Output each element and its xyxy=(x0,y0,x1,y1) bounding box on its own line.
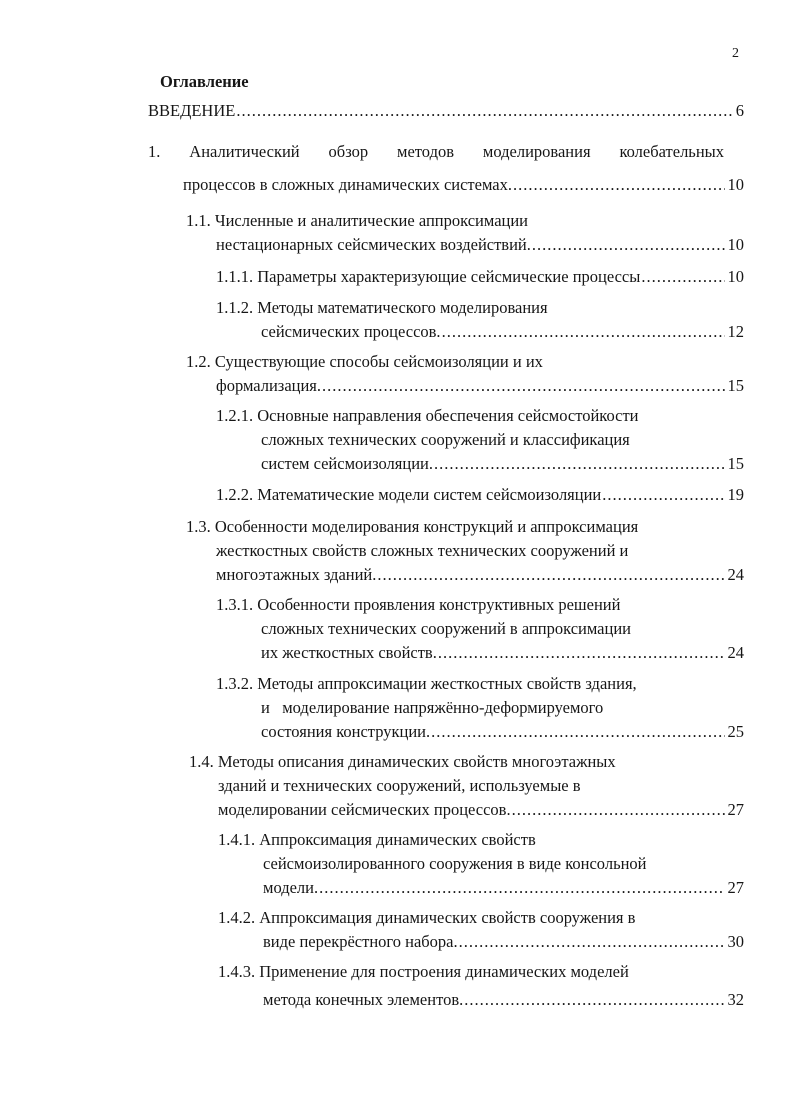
toc-entry-1-2-cont[interactable] xyxy=(216,375,744,397)
dot-leader xyxy=(512,799,725,821)
toc-page-number: 27 xyxy=(727,878,744,897)
toc-entry-1-3-cont2[interactable] xyxy=(216,564,744,586)
toc-entry-1-1[interactable] xyxy=(186,210,528,232)
toc-entry-title: 1.3.2. Методы аппроксимации жесткостных свойств здания, xyxy=(216,674,637,693)
dot-leader xyxy=(322,375,724,397)
toc-entry-title: 1.4.3. Применение для построения динамических моделей xyxy=(218,962,629,981)
dot-leader xyxy=(532,234,725,256)
toc-page-number: 10 xyxy=(727,235,744,254)
toc-page-number: 10 xyxy=(727,175,744,194)
dot-leader xyxy=(438,642,725,664)
toc-entry-title: 1.2.1. Основные направления обеспечения сейсмостойкости xyxy=(216,406,639,425)
toc-entry-title: метода конечных элементов. xyxy=(263,990,464,1009)
dot-leader xyxy=(464,989,724,1011)
toc-entry-1-4-3[interactable] xyxy=(218,961,629,983)
toc-entry-title: ВВЕДЕНИЕ xyxy=(148,101,236,120)
toc-entry-1-4-cont[interactable] xyxy=(218,775,581,797)
page-number: 2 xyxy=(732,46,739,61)
toc-entry-title: 1.1.1. Параметры характеризующие сейсмические процессы xyxy=(216,267,641,286)
toc-entry-title: формализация. xyxy=(216,376,322,395)
dot-leader xyxy=(641,266,724,288)
toc-page-number: 10 xyxy=(727,267,744,286)
toc-entry-title: их жесткостных свойств. xyxy=(261,643,437,662)
toc-entry-1-3-1-cont2[interactable] xyxy=(261,642,744,664)
toc-entry-title: 1.2.2. Математические модели систем сейсмоизоляции xyxy=(216,485,602,504)
toc-entry-title: сложных технических сооружений и классификация xyxy=(261,430,630,449)
toc-entry-title: 1. Аналитический обзор методов моделирования колебательных xyxy=(148,142,724,161)
toc-entry-1-3-cont[interactable] xyxy=(216,540,628,562)
toc-entry-1-4-1-cont[interactable] xyxy=(263,853,647,875)
toc-entry-1-1-cont[interactable] xyxy=(216,234,744,256)
toc-entry-title: сложных технических сооружений в аппроксимации xyxy=(261,619,631,638)
toc-entry-1-4-1-cont2[interactable] xyxy=(263,877,744,899)
toc-page-number: 15 xyxy=(727,376,744,395)
toc-entry-title: модели. xyxy=(263,878,319,897)
toc-heading: Оглавление xyxy=(160,72,249,91)
toc-entry-title: зданий и технических сооружений, используемые в xyxy=(218,776,581,795)
toc-entry-title: сейсмоизолированного сооружения в виде консольной xyxy=(263,854,647,873)
toc-page-number: 32 xyxy=(727,990,744,1009)
toc-page-number: 15 xyxy=(727,454,744,473)
toc-entry-title: сейсмических процессов. xyxy=(261,322,441,341)
toc-entry-1-4-3-cont[interactable] xyxy=(263,989,744,1011)
toc-entry-title: виде перекрёстного набора. xyxy=(263,932,458,951)
toc-entry-1-2-1[interactable] xyxy=(216,405,639,427)
toc-page-number: 6 xyxy=(735,101,744,120)
toc-entry-title: 1.2. Существующие способы сейсмоизоляции и их xyxy=(186,352,543,371)
toc-entry-chapter-1[interactable] xyxy=(148,141,724,163)
toc-page-number: 30 xyxy=(727,932,744,951)
toc-entry-1-3-1[interactable] xyxy=(216,594,620,616)
toc-entry-1-3-1-cont[interactable] xyxy=(261,618,631,640)
toc-entry-1-1-2-cont[interactable] xyxy=(261,321,744,343)
toc-entry-1-1-2[interactable] xyxy=(216,297,548,319)
toc-entry-1-4-2-cont[interactable] xyxy=(263,931,744,953)
toc-entry-1-2-1-cont[interactable] xyxy=(261,429,630,451)
toc-entry-title: 1.4.1. Аппроксимация динамических свойств xyxy=(218,830,536,849)
toc-page-number: 24 xyxy=(727,565,744,584)
dot-leader xyxy=(236,100,732,122)
dot-leader xyxy=(602,484,724,506)
toc-entry-title: систем сейсмоизоляции. xyxy=(261,454,433,473)
toc-page-number: 24 xyxy=(727,643,744,662)
dot-leader xyxy=(434,453,725,475)
toc-entry-title: многоэтажных зданий. xyxy=(216,565,377,584)
toc-entry-1-2-2[interactable] xyxy=(216,484,744,506)
dot-leader xyxy=(442,321,725,343)
toc-entry-title: состояния конструкции. xyxy=(261,722,431,741)
dot-leader xyxy=(513,174,725,196)
toc-entry-title: 1.1. Численные и аналитические аппроксимации xyxy=(186,211,529,230)
dot-leader xyxy=(319,877,724,899)
toc-page-number: 19 xyxy=(727,485,744,504)
toc-entry-title: процессов в сложных динамических системах. xyxy=(183,175,512,194)
toc-entry-1-2-1-cont2[interactable] xyxy=(261,453,744,475)
toc-page-number: 25 xyxy=(727,722,744,741)
toc-entry-1-1-1[interactable] xyxy=(216,266,744,288)
toc-entry-1-3-2-cont2[interactable] xyxy=(261,721,744,743)
toc-entry-title: моделировании сейсмических процессов. xyxy=(218,800,511,819)
dot-leader xyxy=(459,931,725,953)
toc-entry-title: 1.4.2. Аппроксимация динамических свойств сооружения в xyxy=(218,908,636,927)
toc-entry-title: и моделирование напряжённо-деформируемого xyxy=(261,698,604,717)
toc-entry-1-3[interactable] xyxy=(186,516,638,538)
dot-leader xyxy=(431,721,724,743)
toc-entry-1-4-2[interactable] xyxy=(218,907,635,929)
toc-entry-1-4-1[interactable] xyxy=(218,829,536,851)
toc-entry-1-2[interactable] xyxy=(186,351,543,373)
toc-entry-title: 1.4. Методы описания динамических свойств многоэтажных xyxy=(189,752,616,771)
toc-entry-title: 1.1.2. Методы математического моделирования xyxy=(216,298,548,317)
toc-entry-title: 1.3.1. Особенности проявления конструктивных решений xyxy=(216,595,621,614)
toc-entry-title: 1.3. Особенности моделирования конструкций и аппроксимация xyxy=(186,517,639,536)
toc-page-number: 12 xyxy=(727,322,744,341)
toc-entry-1-3-2[interactable] xyxy=(216,673,637,695)
toc-entry-intro[interactable] xyxy=(148,100,744,122)
toc-entry-1-4[interactable] xyxy=(189,751,616,773)
dot-leader xyxy=(377,564,724,586)
toc-entry-title: нестационарных сейсмических воздействий. xyxy=(216,235,531,254)
toc-entry-chapter-1-cont[interactable] xyxy=(183,174,744,196)
toc-entry-1-3-2-cont[interactable] xyxy=(261,697,603,719)
toc-entry-1-4-cont2[interactable] xyxy=(218,799,744,821)
toc-entry-title: жесткостных свойств сложных технических сооружений и xyxy=(216,541,629,560)
toc-page-number: 27 xyxy=(727,800,744,819)
